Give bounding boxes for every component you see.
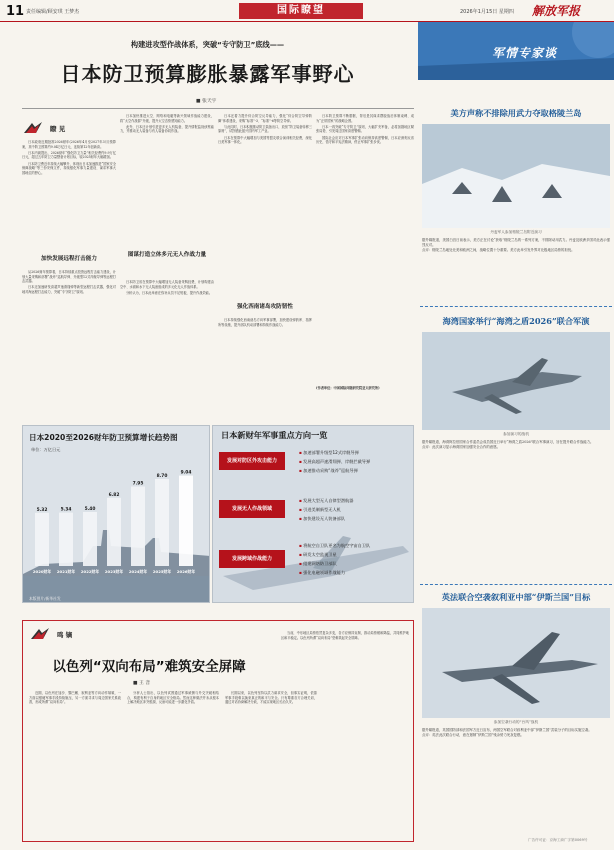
- paragraph: 日本还着力提升综合防空反导能力，强化“综合防空导弹防御”体系建设，采购“标准”-3、“标准”-6等防空导弹。: [218, 114, 312, 123]
- author-note: (作者单位：中国国际问题研究院亚太研究所): [316, 386, 380, 390]
- bar-value-label: 6.82: [108, 492, 120, 498]
- masthead-logo: 解放军报: [532, 4, 581, 18]
- col1-text: [22, 140, 116, 228]
- paragraph: 日本防卫预算不断膨胀，背后是其谋求摆脱战后体制束缚、成为“正常国家”的战略企图。: [316, 114, 414, 123]
- column-label-mingdi: 鸣 镝: [57, 631, 73, 639]
- paragraph: 日本加快推进太空、网络和电磁等新兴领域作战能力建设，将“太空作战群”升级，提升太空态势感知能力。: [120, 114, 214, 123]
- bar-2021财年: [59, 513, 73, 566]
- focus-item: ▪ 加快建设无人装备部队: [299, 514, 353, 523]
- expert-talk-title: 军情专家谈: [492, 46, 558, 60]
- gulf-shield-photo: [422, 332, 610, 430]
- paragraph: 日本防卫省在预算中大幅增加无人装备采购经费，计划构建由空中、水面和水下无人装备组成的多元化无人作战体系。: [120, 280, 214, 289]
- gulf-shield-photo-art: [422, 332, 610, 430]
- focus-item: ▪ 强化电磁领域作战能力: [299, 568, 370, 577]
- news-item-body: [422, 728, 610, 836]
- bar-value-label: 7.95: [132, 481, 144, 487]
- budget-chart: [22, 425, 210, 603]
- focus-item: ▪ 将航空自卫队更名为航空宇宙自卫队: [299, 541, 370, 550]
- col2-text-2: [120, 280, 214, 418]
- mingdi-col2: [127, 691, 219, 837]
- page-number: 11: [6, 4, 25, 19]
- paragraph: 据外媒报道，海湾阿拉伯国家合作委员会成员国近日举行“海湾之盾2026”联合军事演习，旨在提升联合作战能力。: [422, 440, 594, 444]
- bar-value-label: 5.34: [60, 507, 72, 513]
- bar-value-label: 9.04: [180, 470, 192, 476]
- focus-item: ▪ 加速推动采购“战斧”巡航导弹: [299, 466, 370, 475]
- paragraph: 分析人士指出，以色列试图通过军事威慑与外交突破相结合，构建有利于自身的地区安全格局。然而这种做法并未从根本上解决地区冲突根源，反而可能进一步激化矛盾。: [127, 691, 219, 705]
- greenland-photo-art: [422, 124, 610, 228]
- paragraph: 日本在预算中大幅增加与美国等盟友联合演训相关经费，深化日美军事一体化。: [218, 135, 312, 145]
- expert-talk-banner: [418, 22, 614, 80]
- bar-value-label: 8.70: [156, 474, 168, 479]
- paragraph: 点评：英法此次联合行动，意在遏制“伊斯兰国”残余势力死灰复燃。: [422, 732, 524, 737]
- divider: [420, 306, 612, 307]
- greenland-photo: [422, 124, 610, 228]
- focus-group-label: 发展跨域作战能力: [219, 550, 285, 568]
- subhead-southwest-islands: 强化西南诸岛攻防韧性: [237, 304, 293, 310]
- paragraph: 当前，中东地区局势依然复杂多变，各方应保持克制，推动局势缓和降温，共同维护地区和平稳定。以色列所谓“双向布局”恐难筑起安全屏障。: [281, 631, 409, 640]
- category-label: 2024财年: [128, 569, 148, 574]
- mingdi-article-box: [22, 620, 414, 842]
- paragraph: 从2026财年预算看，日本持续重点投资远程打击能力建设，计划大量采购和部署“战斧”巡航导弹、升级型12式岸舰导弹等远程打击武器。: [22, 270, 116, 284]
- military-focus-infobox: [212, 425, 414, 603]
- paragraph: 日本政府近期批准2026财年(2026年4月至2027年3月)预算案，其中防卫预算约9.04万亿日元，连续第12年创新高。: [22, 140, 116, 149]
- column-label-zhengjian: 瞭 见: [50, 125, 66, 133]
- mingdi-byline: ■ 王 音: [133, 681, 151, 686]
- divider: [420, 584, 612, 585]
- paragraph: 点评：此次演习显示海湾国家加强安全合作的意愿。: [422, 444, 500, 449]
- paragraph: 分析认为，日本此举意在弥补兵员不足短板，提升作战效能。: [126, 290, 213, 295]
- bar-2023财年: [107, 498, 121, 566]
- paragraph: 日本防卫费近年持续大幅攀升，体现出日本加速推进“国家安全保障战略”等三份安保文件，持续强化军事力量建设、谋求军事大国地位的野心。: [22, 161, 116, 175]
- news-item-title: 英法联合空袭叙利亚中部“伊斯兰国”目标: [441, 592, 591, 602]
- page-header: [0, 0, 614, 22]
- chart-unit-label: 单位：万亿日元: [31, 447, 61, 452]
- focus-item: ▪ 加速部署升级型12式岸舰导弹: [299, 448, 370, 457]
- subhead-long-range: 加快发展远程打击能力: [41, 256, 97, 262]
- category-label: 2026财年: [176, 569, 196, 574]
- news-item-body: [422, 440, 610, 578]
- mingdi-col1: [29, 691, 121, 837]
- col3-text: [218, 114, 312, 294]
- chart-title: 日本2020至2026财年防卫预算增长趋势图: [29, 433, 178, 442]
- col2-text: [120, 114, 214, 244]
- category-label: 2020财年: [32, 569, 52, 574]
- col1-text-2: [22, 270, 116, 418]
- main-byline: ■ 张天宇: [196, 99, 217, 104]
- paragraph: 国际社会应对日本军事扩张动向保持高度警惕，日本应深刻反省历史，恪守和平宪法精神，停止军事扩张步伐。: [316, 135, 414, 145]
- paragraph: 日本内阁提出，2026财年“强化防卫力量”相关经费约9.9万亿日元，超过五年防卫力量整备计划目标，较2025财年大幅增加。: [22, 150, 116, 160]
- category-label: 2021财年: [56, 569, 76, 574]
- focus-item: ▪ 引进美制新型无人机: [299, 505, 353, 514]
- news-item-title: 美方声称不排除用武力夺取格陵兰岛: [450, 108, 582, 118]
- photo-caption: 丹麦军人参加格陵兰岛附近演习: [490, 230, 542, 234]
- footer-note: 广告许可证：京海工商广字第0069号: [528, 838, 588, 842]
- publication-date: 2026年1月15日 星期四: [460, 9, 514, 15]
- section-tag: 国际瞭望: [239, 3, 363, 19]
- focus-group-items: [299, 541, 370, 577]
- mingdi-title: 以色列“双向布局”难筑安全屏障: [52, 659, 246, 675]
- chart-source: 本版图片/新华社发: [29, 596, 61, 601]
- bar-2024财年: [131, 487, 145, 567]
- paragraph: 据外媒报道，英国国防部和法国军方近日宣布，两国空军联合对叙利亚中部“伊斯兰国”武装分子的目标实施空袭。: [422, 728, 592, 732]
- paragraph: 与此同时，日本积极推动防卫装备出口，放宽“防卫装备转移三原则”，试图借此振兴国内军工产业。: [218, 124, 312, 134]
- focus-group-label: 发展对防区外攻击能力: [219, 452, 285, 470]
- divider: [22, 108, 414, 109]
- infobox-title: 日本新财年军事重点方向一览: [221, 430, 328, 440]
- paragraph: 日本还加速研发高超声速滑翔弹等新型远程打击武器，强化对地对海远程打击能力，突破“专守防卫”原则。: [22, 285, 116, 295]
- paragraph: 据外媒报道，美国白宫日前表示，美方正在讨论“获取”格陵兰岛的一系列方案，不排除动用武力。丹麦及欧洲多国对此表示强烈反对。: [422, 238, 610, 247]
- focus-group-label: 发展无人作战领域: [219, 500, 285, 518]
- budget-chart-svg: [23, 426, 210, 603]
- category-label: 2022财年: [80, 569, 100, 574]
- bar-2025财年: [155, 479, 169, 566]
- typhoon-photo: [422, 608, 610, 718]
- mingdi-logo-icon: [29, 627, 51, 641]
- col4-text: [316, 114, 414, 382]
- bar-value-label: 5.32: [36, 507, 48, 513]
- col3-text-2: [218, 318, 312, 418]
- bar-2020财年: [35, 513, 49, 566]
- photo-caption: 参加空袭行动的“台风”战机: [493, 720, 539, 724]
- paragraph: 日本持续强化西南诸岛方向军事部署，加快建设弹药库、指挥所等设施，提升部队机动部署和持续作战能力。: [218, 318, 312, 327]
- typhoon-photo-art: [422, 608, 610, 718]
- news-item-body: [422, 238, 610, 300]
- paragraph: 近期，以色列在加沙、黎巴嫩、叙利亚等方向动作频频，一方面以强硬军事手段持续施压，另一方面寻求与周边国家关系改善，形成所谓“双向布局”。: [29, 691, 121, 705]
- focus-item: ▪ 发展高超声速滑翔弹、岸舰拦截导弹: [299, 457, 370, 466]
- category-label: 2023财年: [104, 569, 124, 574]
- zhengjian-logo-icon: [22, 121, 44, 135]
- focus-group-items: [299, 496, 353, 523]
- photo-caption: 参加演习的战机: [503, 432, 529, 436]
- editors-line: 责任编辑/顾安琪 王梦杰: [26, 9, 80, 15]
- focus-item: ▪ 组建网络防卫部队: [299, 559, 370, 568]
- news-item-title: 海湾国家举行“海湾之盾2026”联合军演: [442, 316, 590, 326]
- focus-item: ▪ 研发太空监视卫星: [299, 550, 370, 559]
- focus-item: ▪ 发展大型无人自律型潜航器: [299, 496, 353, 505]
- paragraph: 点评：格陵兰岛地处北美和欧洲之间，战略位置十分重要。美方此举引发外界对北极地区局势的担忧。: [422, 247, 575, 252]
- main-title: 日本防卫预算膨胀暴露军事野心: [60, 62, 355, 86]
- paragraph: 日本一再突破“专守防卫”原则，大幅扩充军备，必将加剧地区紧张局势，引发周边国家高度警惕。: [316, 124, 414, 134]
- category-label: 2025财年: [152, 569, 172, 574]
- bar-value-label: 5.40: [84, 507, 96, 512]
- bar-2022财年: [83, 512, 97, 566]
- paragraph: 此外，日本还计划引进更多无人机装备，提升情报监视侦察能力，并推动无人装备与有人装备协同作战。: [120, 124, 214, 134]
- mingdi-col4: [281, 631, 409, 837]
- bar-2026财年: [179, 476, 193, 566]
- focus-group-items: [299, 448, 370, 475]
- paragraph: 长期以来，以色列坚持以武力谋求安全，但事实证明，依靠军事手段难以换来真正的和平与安全。只有尊重各方合理关切，通过对话协商解决分歧，才能实现地区长治久安。: [225, 691, 317, 705]
- main-subtitle: 构建进攻型作战体系，突破“专守防卫”底线——: [130, 40, 285, 49]
- subhead-unmanned: 图谋打造立体多元无人作战力量: [127, 252, 207, 258]
